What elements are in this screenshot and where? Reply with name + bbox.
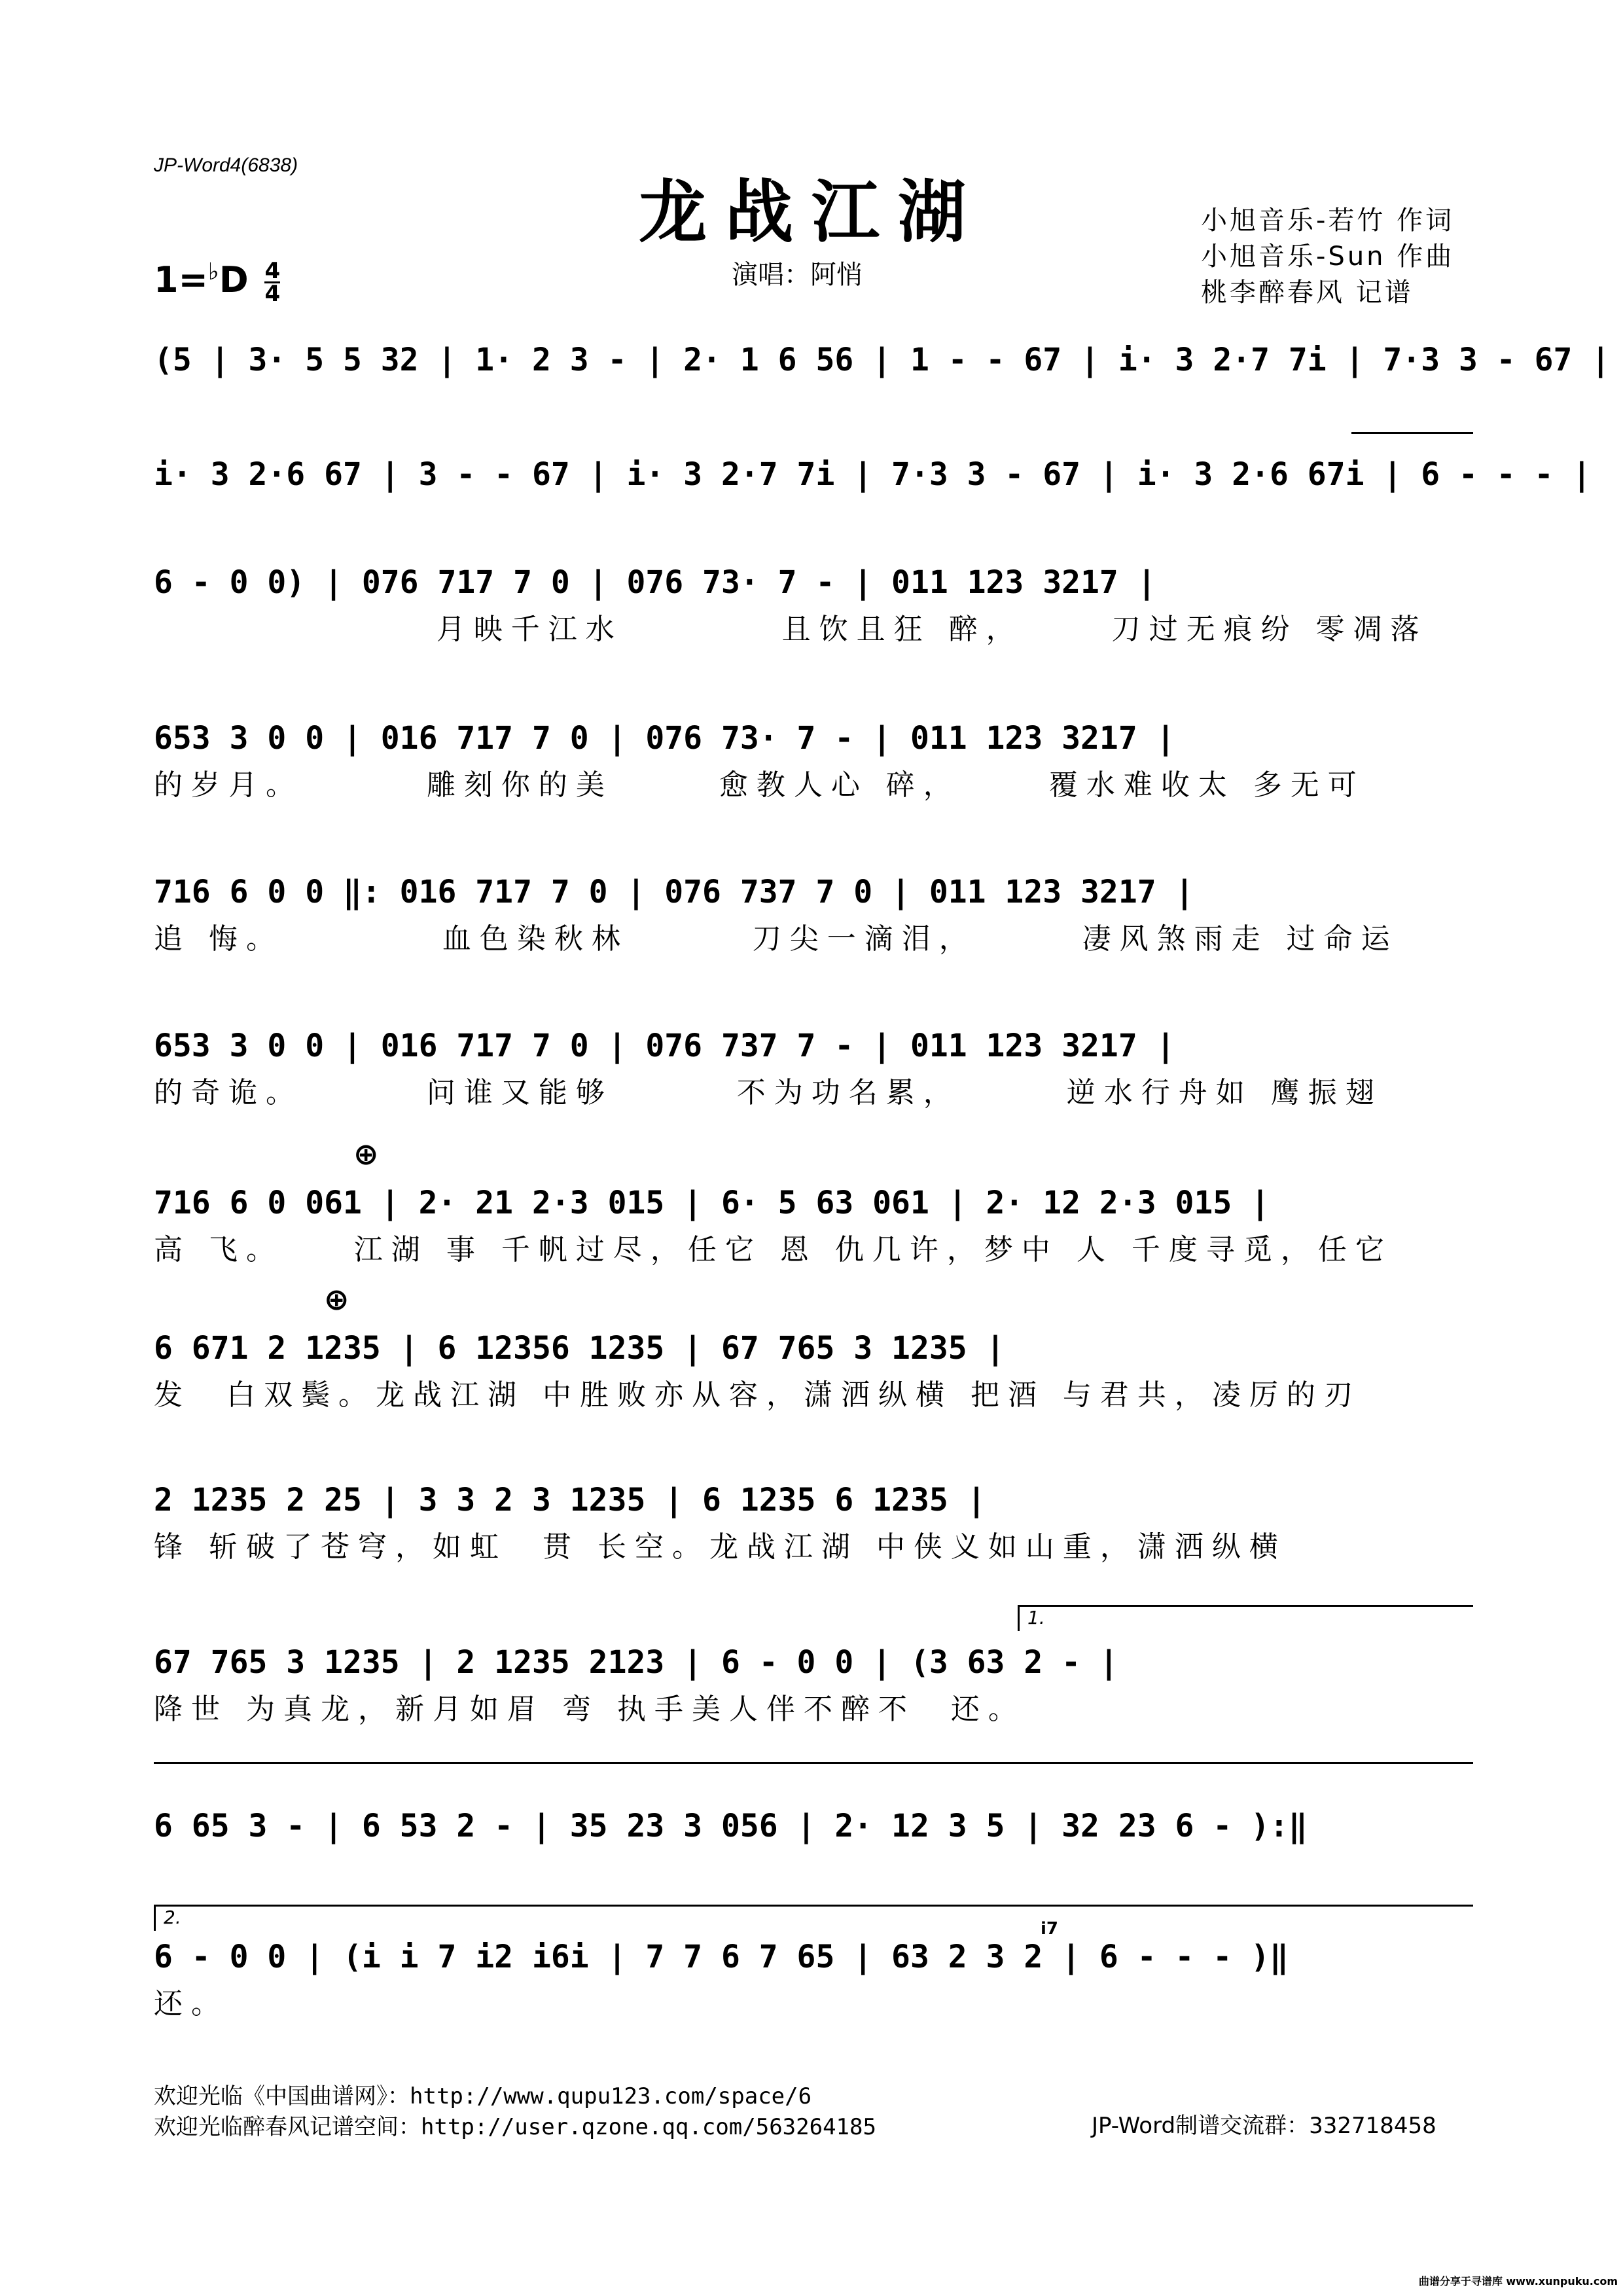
notation-line: 653 3 0 0 | 016 717 7 0 | 076 737 7 - | 011 123 3217 | <box>154 1028 1175 1064</box>
grace-notes: i7 <box>1041 1919 1059 1939</box>
notation-line: 6 - 0 0 | (i i 7 i2 i6i | 7 7 6 7 65 | 63 2 3 2 | 6 - - - )‖ <box>154 1939 1289 1975</box>
lyrics-line: 追 悔。 血色染秋林 刀尖一滴泪， 凄风煞雨走 过命运 <box>154 922 1399 956</box>
score-system-3 <box>154 563 1473 648</box>
lyrics-line: 降世 为真龙，新月如眉 弯 执手美人伴不醉不 还。 <box>154 1693 1026 1726</box>
score-system-4 <box>154 719 1473 804</box>
lyrics-line: 的奇诡。 问谁又能够 不为功名累， 逆水行舟如 鹰振翅 <box>154 1076 1383 1109</box>
lyrics-line: 的岁月。 雕刻你的美 愈教人心 碎， 覆水难收太 多无可 <box>154 768 1365 802</box>
key-signature <box>154 257 281 307</box>
time-bottom: 4 <box>264 280 281 307</box>
composer: 小旭音乐-Sun 作曲 <box>1201 242 1455 272</box>
notation-line: (5 | 3· 5 5 32 | 1· 2 3 - | 2· 1 6 56 | 1 - - 67 | i· 3 2·7 7i | 7·3 3 - 67 | <box>154 342 1611 378</box>
flat-sign: ♭ <box>207 259 219 285</box>
score-system-7 <box>154 1136 1473 1268</box>
lyrics-line: 高 飞。 江湖 事 千帆过尽，任它 恩 仇几许，梦中 人 千度寻觅，任它 <box>154 1233 1393 1266</box>
score-system-6 <box>154 1026 1473 1111</box>
footer-group: JP-Word制谱交流群：332718458 <box>1092 2113 1436 2139</box>
lyricist: 小旭音乐-若竹 作词 <box>1201 206 1455 236</box>
key-note: D <box>219 259 249 300</box>
first-ending-label: 1. <box>1027 1607 1045 1628</box>
notation-line: i· 3 2·6 67 | 3 - - 67 | i· 3 2·7 7i | 7·3 3 - 67 | i· 3 2·6 67i | 6 - - - | <box>154 456 1592 493</box>
score-system-5 <box>154 872 1473 958</box>
key-prefix: 1= <box>154 259 208 300</box>
notation-line: 653 3 0 0 | 016 717 7 0 | 076 73· 7 - | 011 123 3217 | <box>154 720 1175 757</box>
first-ending-bracket <box>1018 1605 1473 1631</box>
app-version: JP-Word4(6838) <box>154 154 298 176</box>
notation-line: 6 65 3 - | 6 53 2 - | 35 23 3 056 | 2· 12 3 5 | 32 23 6 - ):‖ <box>154 1808 1308 1844</box>
watermark: 曲谱分享于寻谱库 www.xunpuku.com <box>1418 2275 1618 2287</box>
notation-line: 6 - 0 0) | 076 717 7 0 | 076 73· 7 - | 011 123 3217 | <box>154 564 1156 601</box>
footer-site-link: 欢迎光临《中国曲谱网》：http://www.qupu123.com/space/6 <box>154 2083 812 2109</box>
notation-line: 6 671 2 1235 | 6 12356 1235 | 67 765 3 1235 | <box>154 1330 1005 1367</box>
notation-line: 716 6 0 061 | 2· 21 2·3 015 | 6· 5 63 061 | 2· 12 2·3 015 | <box>154 1185 1270 1221</box>
time-top: 4 <box>264 257 281 284</box>
score-system-12 <box>154 1907 1473 2022</box>
footer-space-link: 欢迎光临醉春风记谱空间：http://user.qzone.qq.com/563264185 <box>154 2114 876 2140</box>
lyrics-line: 还。 <box>154 1987 228 2020</box>
score-system-11 <box>154 1806 1473 1846</box>
second-ending-bracket <box>154 1905 1473 1931</box>
score-system-10 <box>154 1607 1473 1728</box>
notation-line: 2 1235 2 25 | 3 3 2 3 1235 | 6 1235 6 1235 | <box>154 1482 986 1518</box>
score-system-1 <box>154 340 1611 380</box>
notation-line: 67 765 3 1235 | 2 1235 2123 | 6 - 0 0 | (3 63 2 - | <box>154 1644 1118 1681</box>
first-ending-continuation <box>154 1762 1473 1770</box>
page-title: 龙战江湖 <box>638 171 984 252</box>
second-ending-label: 2. <box>164 1907 181 1928</box>
singer: 演唱：阿悄 <box>732 260 863 290</box>
score-system-8 <box>154 1282 1473 1414</box>
coda-icon: ⊕ <box>353 1136 379 1172</box>
lyrics-line: 锋 斩破了苍穹，如虹 贯 长空。龙战江湖 中侠义如山重，潇洒纵横 <box>154 1530 1287 1564</box>
transcriber: 桃李醉春风 记谱 <box>1201 278 1414 308</box>
score-system-2 <box>154 455 1592 494</box>
lyrics-line: 发 白双鬓。龙战江湖 中胜败亦从容，潇洒纵横 把酒 与君共，凌厉的刃 <box>154 1378 1361 1412</box>
time-signature <box>264 257 281 307</box>
slur <box>1351 432 1473 439</box>
lyrics-line: 月映千江水 且饮且狂 醉， 刀过无痕纷 零凋落 <box>154 613 1428 646</box>
notation-line: 716 6 0 0 ‖: 016 717 7 0 | 076 737 7 0 | 011 123 3217 | <box>154 874 1194 910</box>
coda-icon: ⊕ <box>324 1282 349 1317</box>
score-system-9 <box>154 1480 1473 1566</box>
